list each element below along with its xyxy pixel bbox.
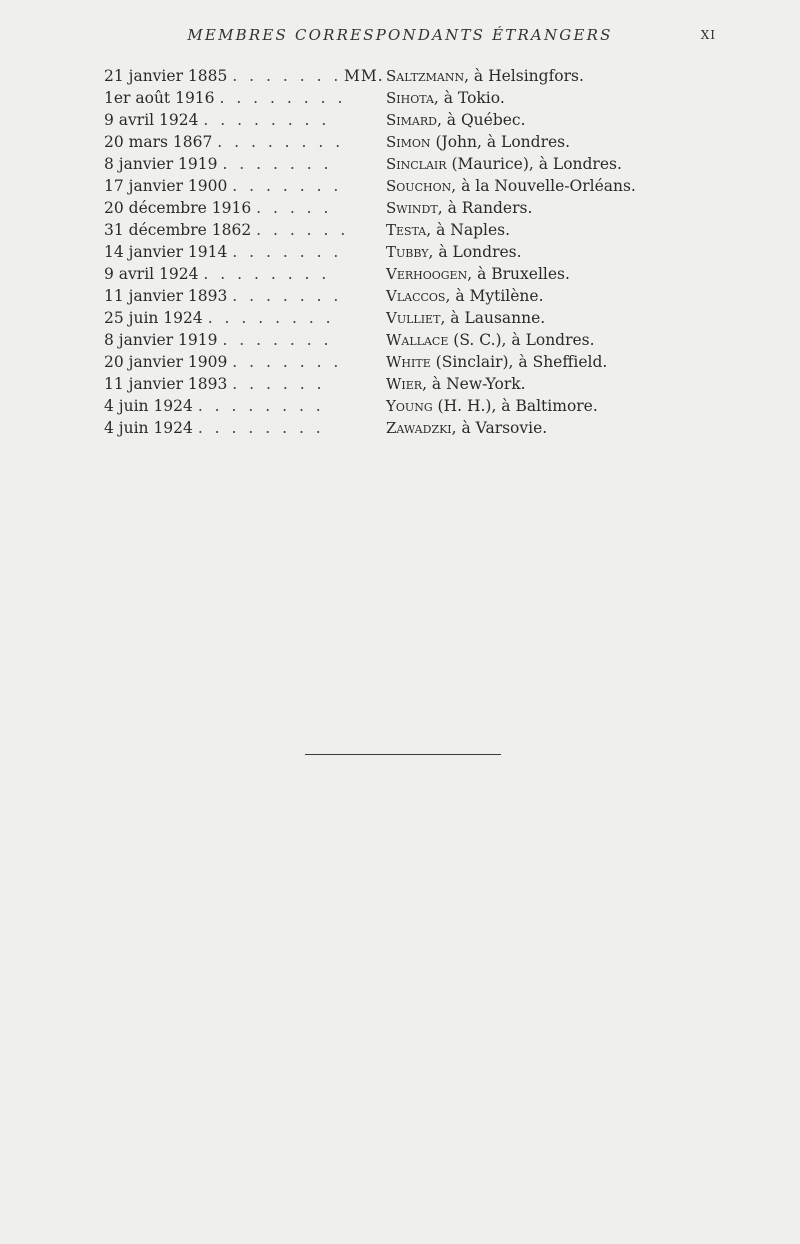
- entry-name-cell: [386, 241, 522, 263]
- entry-date-cell: [104, 285, 342, 307]
- entry-date-cell: [104, 373, 336, 395]
- entry-date: 25 juin 1924: [104, 309, 203, 327]
- entry-date-cell: [104, 87, 346, 109]
- entry-date-cell: [104, 263, 336, 285]
- entry-date: 14 janvier 1914: [104, 243, 228, 261]
- leader-dots: . . . . . . . .: [197, 397, 325, 415]
- entry-date-cell: [104, 131, 344, 153]
- member-entry: [0, 395, 800, 417]
- entry-name-cell: [386, 131, 570, 153]
- entry-surname: Sihota: [386, 89, 434, 107]
- leader-dots: . . . . . . . .: [203, 111, 330, 129]
- entry-details: , à Helsingfors.: [464, 67, 584, 85]
- leader-dots: . . . . . . . .: [203, 265, 330, 283]
- entry-date: 31 décembre 1862: [104, 221, 252, 239]
- entry-name-cell: [386, 65, 584, 87]
- entry-surname: Wallace: [386, 331, 449, 349]
- member-entry: [0, 241, 800, 263]
- entry-surname: Young: [386, 397, 433, 415]
- entry-surname: Wier: [386, 375, 423, 393]
- closing-rule: [305, 754, 501, 755]
- entry-name-cell: [386, 395, 598, 417]
- entry-date: 9 avril 1924: [104, 111, 199, 129]
- entry-details: , à Bruxelles.: [467, 265, 570, 283]
- entry-details: , à Varsovie.: [451, 419, 548, 437]
- entry-date: 20 mars 1867: [104, 133, 213, 151]
- entry-date-cell: [104, 109, 336, 131]
- leader-dots: . . . . . . .: [232, 67, 342, 85]
- entry-date-cell: [104, 329, 336, 351]
- entry-date: 8 janvier 1919: [104, 155, 218, 173]
- entry-details: , à Randers.: [437, 199, 533, 217]
- entry-date-cell: [104, 65, 342, 87]
- leader-dots: . . . . . . . .: [219, 89, 346, 107]
- entry-surname: Vlaccos: [386, 287, 446, 305]
- member-entry: [0, 197, 800, 219]
- entry-date-cell: [104, 197, 336, 219]
- entry-date-cell: [104, 241, 342, 263]
- entry-date: 11 janvier 1893: [104, 287, 228, 305]
- entry-date-cell: [104, 417, 336, 439]
- entry-date: 20 décembre 1916: [104, 199, 252, 217]
- entry-date: 17 janvier 1900: [104, 177, 228, 195]
- entry-surname: Sinclair: [386, 155, 447, 173]
- entry-surname: Zawadzki: [386, 419, 452, 437]
- member-entry: [0, 109, 800, 131]
- member-entry: [0, 285, 800, 307]
- entry-details: (H. H.), à Baltimore.: [432, 397, 598, 415]
- entry-details: (S. C.), à Londres.: [448, 331, 595, 349]
- entry-surname: Saltzmann: [386, 67, 465, 85]
- entry-surname: White: [386, 353, 431, 371]
- entry-name-cell: [386, 373, 526, 395]
- leader-dots: . . . . . .: [232, 375, 325, 393]
- entry-date: 21 janvier 1885: [104, 67, 228, 85]
- entry-surname: Verhoogen: [386, 265, 468, 283]
- entry-name-cell: [386, 109, 526, 131]
- entry-details: , à New-York.: [422, 375, 526, 393]
- entry-name-cell: [386, 197, 532, 219]
- entry-details: , à Mytilène.: [445, 287, 544, 305]
- entry-date: 20 janvier 1909: [104, 353, 228, 371]
- entry-date-cell: [104, 351, 342, 373]
- entry-date: 8 janvier 1919: [104, 331, 218, 349]
- entry-date-cell: [104, 395, 336, 417]
- entry-name-cell: [386, 263, 570, 285]
- entry-surname: Swindt: [386, 199, 438, 217]
- leader-dots: . . . . . . .: [232, 353, 342, 371]
- leader-dots: . . . . . . .: [232, 177, 342, 195]
- leader-dots: . . . . . . . .: [197, 419, 325, 437]
- member-entry: [0, 351, 800, 373]
- leader-dots: . . . . .: [256, 199, 332, 217]
- entry-details: , à Londres.: [428, 243, 522, 261]
- entry-name-cell: [386, 219, 510, 241]
- member-entry: [0, 65, 800, 87]
- member-entry: [0, 307, 800, 329]
- leader-dots: . . . . . . .: [222, 331, 332, 349]
- entry-date-cell: [104, 307, 336, 329]
- entry-surname: Souchon: [386, 177, 452, 195]
- member-list: [0, 65, 800, 439]
- running-header: [0, 26, 800, 50]
- entry-name-cell: [386, 285, 544, 307]
- entry-date-cell: [104, 175, 342, 197]
- member-entry: [0, 219, 800, 241]
- page-number: XI: [700, 28, 716, 42]
- entry-name-cell: [386, 87, 505, 109]
- entry-name-cell: [386, 417, 547, 439]
- entry-details: , à Lausanne.: [440, 309, 546, 327]
- member-entry: [0, 373, 800, 395]
- entry-name-cell: [386, 351, 607, 373]
- member-entry: [0, 87, 800, 109]
- entry-details: (John, à Londres.: [430, 133, 571, 151]
- member-entry: [0, 417, 800, 439]
- entry-date-cell: [104, 219, 349, 241]
- entry-details: , à Naples.: [426, 221, 511, 239]
- member-entry: [0, 131, 800, 153]
- member-entry: [0, 263, 800, 285]
- entry-surname: Simard: [386, 111, 437, 129]
- entry-details: , à Tokio.: [433, 89, 505, 107]
- entry-surname: Simon: [386, 133, 431, 151]
- entry-date-cell: [104, 153, 336, 175]
- entry-date: 4 juin 1924: [104, 397, 193, 415]
- entry-name-cell: [386, 175, 636, 197]
- leader-dots: . . . . . . .: [232, 243, 342, 261]
- entry-name-cell: [386, 329, 595, 351]
- entry-date: 11 janvier 1893: [104, 375, 228, 393]
- leader-dots: . . . . . . . .: [207, 309, 335, 327]
- entry-details: , à Québec.: [436, 111, 526, 129]
- entry-date: 4 juin 1924: [104, 419, 193, 437]
- member-entry: [0, 153, 800, 175]
- member-entry: [0, 175, 800, 197]
- leader-dots: . . . . . . .: [232, 287, 342, 305]
- entry-surname: Testa: [386, 221, 427, 239]
- leader-dots: . . . . . . .: [222, 155, 332, 173]
- entry-details: (Maurice), à Londres.: [446, 155, 622, 173]
- running-title: MEMBRES CORRESPONDANTS ÉTRANGERS: [187, 26, 613, 44]
- entry-details: , à la Nouvelle-Orléans.: [451, 177, 636, 195]
- entry-details: (Sinclair), à Sheffield.: [430, 353, 608, 371]
- entry-date: 9 avril 1924: [104, 265, 199, 283]
- entry-name-cell: [386, 153, 622, 175]
- leader-dots: . . . . . . . .: [217, 133, 344, 151]
- honorific-mm: MM.: [344, 67, 384, 85]
- entry-date: 1er août 1916: [104, 89, 215, 107]
- entry-name-cell: [386, 307, 545, 329]
- leader-dots: . . . . . .: [256, 221, 349, 239]
- member-entry: [0, 329, 800, 351]
- entry-surname: Tubby: [386, 243, 429, 261]
- entry-surname: Vulliet: [386, 309, 441, 327]
